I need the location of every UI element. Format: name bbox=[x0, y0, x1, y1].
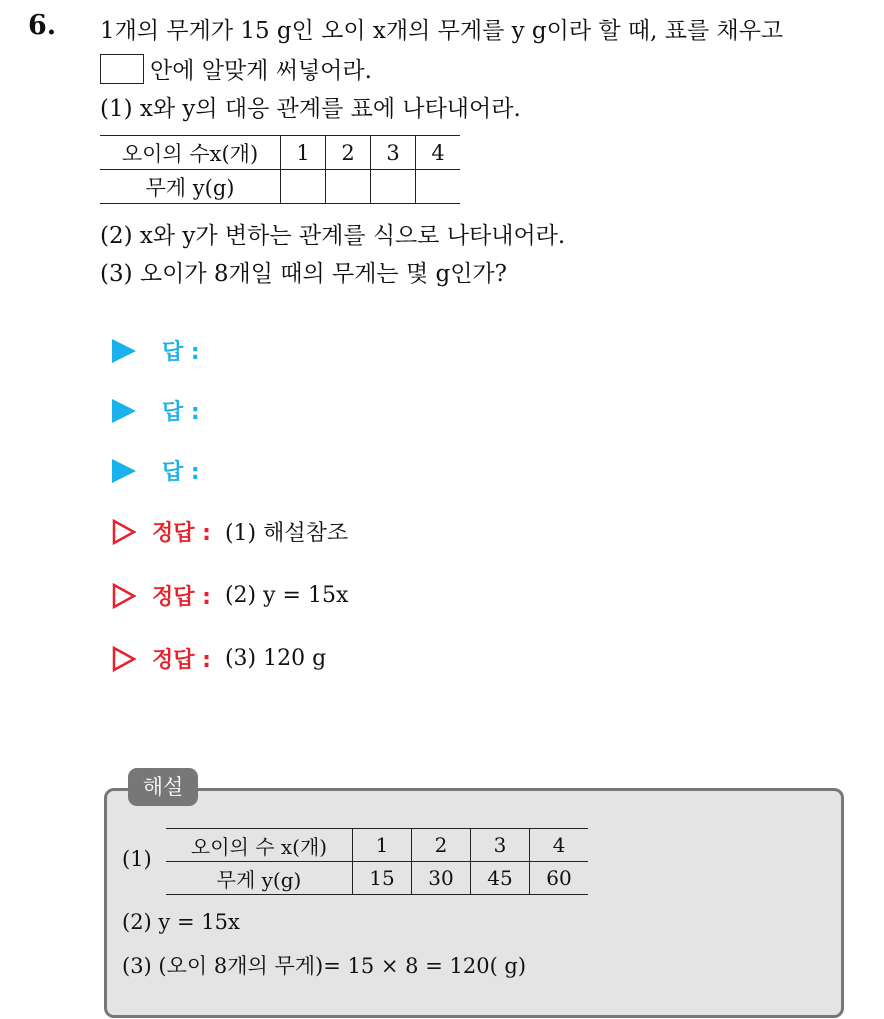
table-header-cell: 무게 y(g) bbox=[166, 862, 353, 895]
table-cell: 1 bbox=[353, 829, 412, 862]
solution-line-2: (2) y = 15x bbox=[122, 910, 240, 934]
key-label: 정답 : bbox=[152, 585, 211, 610]
table-cell: 1 bbox=[281, 136, 326, 170]
key-value: (1) 해설참조 bbox=[224, 521, 349, 546]
table-input-cell[interactable] bbox=[416, 170, 461, 204]
table-header-cell: 오이의 수x(개) bbox=[100, 136, 281, 170]
question-line-1: 1개의 무게가 15 g인 오이 x개의 무게를 y g이라 할 때, 표를 채우고 bbox=[100, 18, 784, 44]
table-cell: 2 bbox=[326, 136, 371, 170]
table-row bbox=[166, 862, 588, 895]
blank-box[interactable] bbox=[100, 54, 144, 84]
key-label: 정답 : bbox=[152, 521, 211, 546]
answer-label: 답 : bbox=[162, 460, 200, 485]
table-header-cell: 오이의 수 x(개) bbox=[166, 829, 353, 862]
table-input-cell[interactable] bbox=[371, 170, 416, 204]
table-cell: 30 bbox=[412, 862, 471, 895]
table-row bbox=[100, 136, 460, 170]
solution-line-3: (3) (오이 8개의 무게)= 15 × 8 = 120( g) bbox=[122, 954, 527, 978]
question-table bbox=[100, 135, 460, 204]
key-value: (2) y = 15x bbox=[224, 583, 349, 608]
table-input-cell[interactable] bbox=[326, 170, 371, 204]
table-input-cell[interactable] bbox=[281, 170, 326, 204]
answer-row[interactable] bbox=[112, 335, 200, 366]
table-row bbox=[100, 170, 460, 204]
key-row bbox=[112, 580, 348, 611]
table-cell: 4 bbox=[530, 829, 589, 862]
table-cell: 4 bbox=[416, 136, 461, 170]
question-line-2 bbox=[100, 52, 372, 85]
table-header-cell: 무게 y(g) bbox=[100, 170, 281, 204]
table-cell: 2 bbox=[412, 829, 471, 862]
question-number: 6. bbox=[28, 10, 57, 41]
question-sub-2: (2) x와 y가 변하는 관계를 식으로 나타내어라. bbox=[100, 223, 566, 249]
table-cell: 45 bbox=[471, 862, 530, 895]
outline-triangle-icon bbox=[112, 646, 136, 672]
question-sub-3: (3) 오이가 8개일 때의 무게는 몇 g인가? bbox=[100, 261, 507, 287]
key-value: (3) 120 g bbox=[224, 646, 327, 671]
key-row bbox=[112, 643, 326, 674]
answer-label: 답 : bbox=[162, 340, 200, 365]
table-cell: 60 bbox=[530, 862, 589, 895]
question-line-2-text: 안에 알맞게 써넣어라. bbox=[150, 58, 372, 84]
solution-box bbox=[104, 788, 844, 1018]
solid-triangle-icon bbox=[112, 399, 136, 423]
key-row bbox=[112, 516, 348, 547]
solution-tab: 해설 bbox=[128, 768, 198, 806]
table-cell: 3 bbox=[371, 136, 416, 170]
solid-triangle-icon bbox=[112, 459, 136, 483]
answer-label: 답 : bbox=[162, 400, 200, 425]
table-row bbox=[166, 829, 588, 862]
question-sub-1: (1) x와 y의 대응 관계를 표에 나타내어라. bbox=[100, 96, 521, 122]
table-cell: 15 bbox=[353, 862, 412, 895]
solid-triangle-icon bbox=[112, 339, 136, 363]
outline-triangle-icon bbox=[112, 583, 136, 609]
outline-triangle-icon bbox=[112, 519, 136, 545]
key-label: 정답 : bbox=[152, 648, 211, 673]
answer-row[interactable] bbox=[112, 455, 200, 486]
answer-row[interactable] bbox=[112, 395, 200, 426]
table-cell: 3 bbox=[471, 829, 530, 862]
solution-table bbox=[166, 828, 588, 895]
solution-item-1-prefix: (1) bbox=[122, 847, 152, 871]
